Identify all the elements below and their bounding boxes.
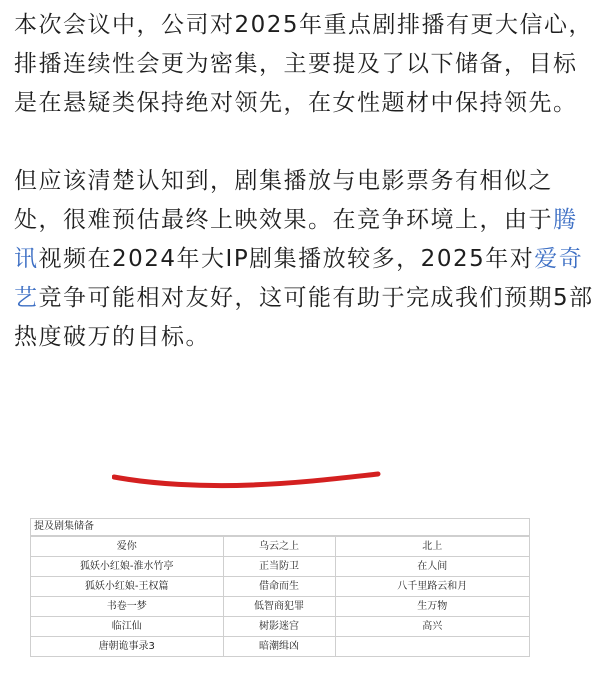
table-row [31, 557, 529, 577]
table-cell: 临江仙 [31, 617, 223, 637]
table-title: 提及剧集储备 [31, 519, 529, 536]
paragraph-2-part-a: 但应该清楚认知到，剧集播放与电影票务有相似之处，很难预估最终上映效果。在竞争环境上，由于 [14, 168, 553, 233]
table-cell: 树影迷宫 [223, 617, 335, 637]
table-cell: 暗潮缉凶 [223, 637, 335, 657]
paragraph-1: 本次会议中，公司对2025年重点剧排播有更大信心，排播连续性会更为密集，主要提及了以下储备，目标是在悬疑类保持绝对领先，在女性题材中保持领先。 [14, 12, 594, 116]
paragraph-2 [14, 162, 599, 357]
table-cell: 高兴 [335, 617, 529, 637]
table-row [31, 537, 529, 557]
table-cell: 借命而生 [223, 577, 335, 597]
table-row [31, 577, 529, 597]
table-cell: 北上 [335, 537, 529, 557]
table-row [31, 617, 529, 637]
table-cell: 唐朝诡事录3 [31, 637, 223, 657]
table-cell: 书卷一梦 [31, 597, 223, 617]
table-cell: 在人间 [335, 557, 529, 577]
table-cell: 狐妖小红娘-淮水竹亭 [31, 557, 223, 577]
tencent-link[interactable]: 腾讯 [14, 207, 578, 272]
table-cell [335, 637, 529, 657]
table-cell: 低智商犯罪 [223, 597, 335, 617]
table-row [31, 597, 529, 617]
article-body [14, 6, 599, 396]
table-cell: 乌云之上 [223, 537, 335, 557]
table-cell: 狐妖小红娘-王权篇 [31, 577, 223, 597]
table-row [31, 637, 529, 657]
iqiyi-link[interactable]: 爱奇艺 [14, 246, 584, 311]
table-cell: 生万物 [335, 597, 529, 617]
paragraph-2-part-b: 视频在2024年大IP剧集播放较多，2025年对 [38, 246, 535, 272]
table-grid [31, 536, 529, 656]
table-body [31, 537, 529, 657]
table-cell: 正当防卫 [223, 557, 335, 577]
drama-reserve-table [30, 518, 530, 657]
table-cell: 爱你 [31, 537, 223, 557]
paragraph-2-part-c: 竞争可能相对友好，这可能有助于完成我们预期5部热度破万的目标。 [14, 285, 594, 350]
red-underline-annotation [112, 468, 382, 490]
table-cell: 八千里路云和月 [335, 577, 529, 597]
